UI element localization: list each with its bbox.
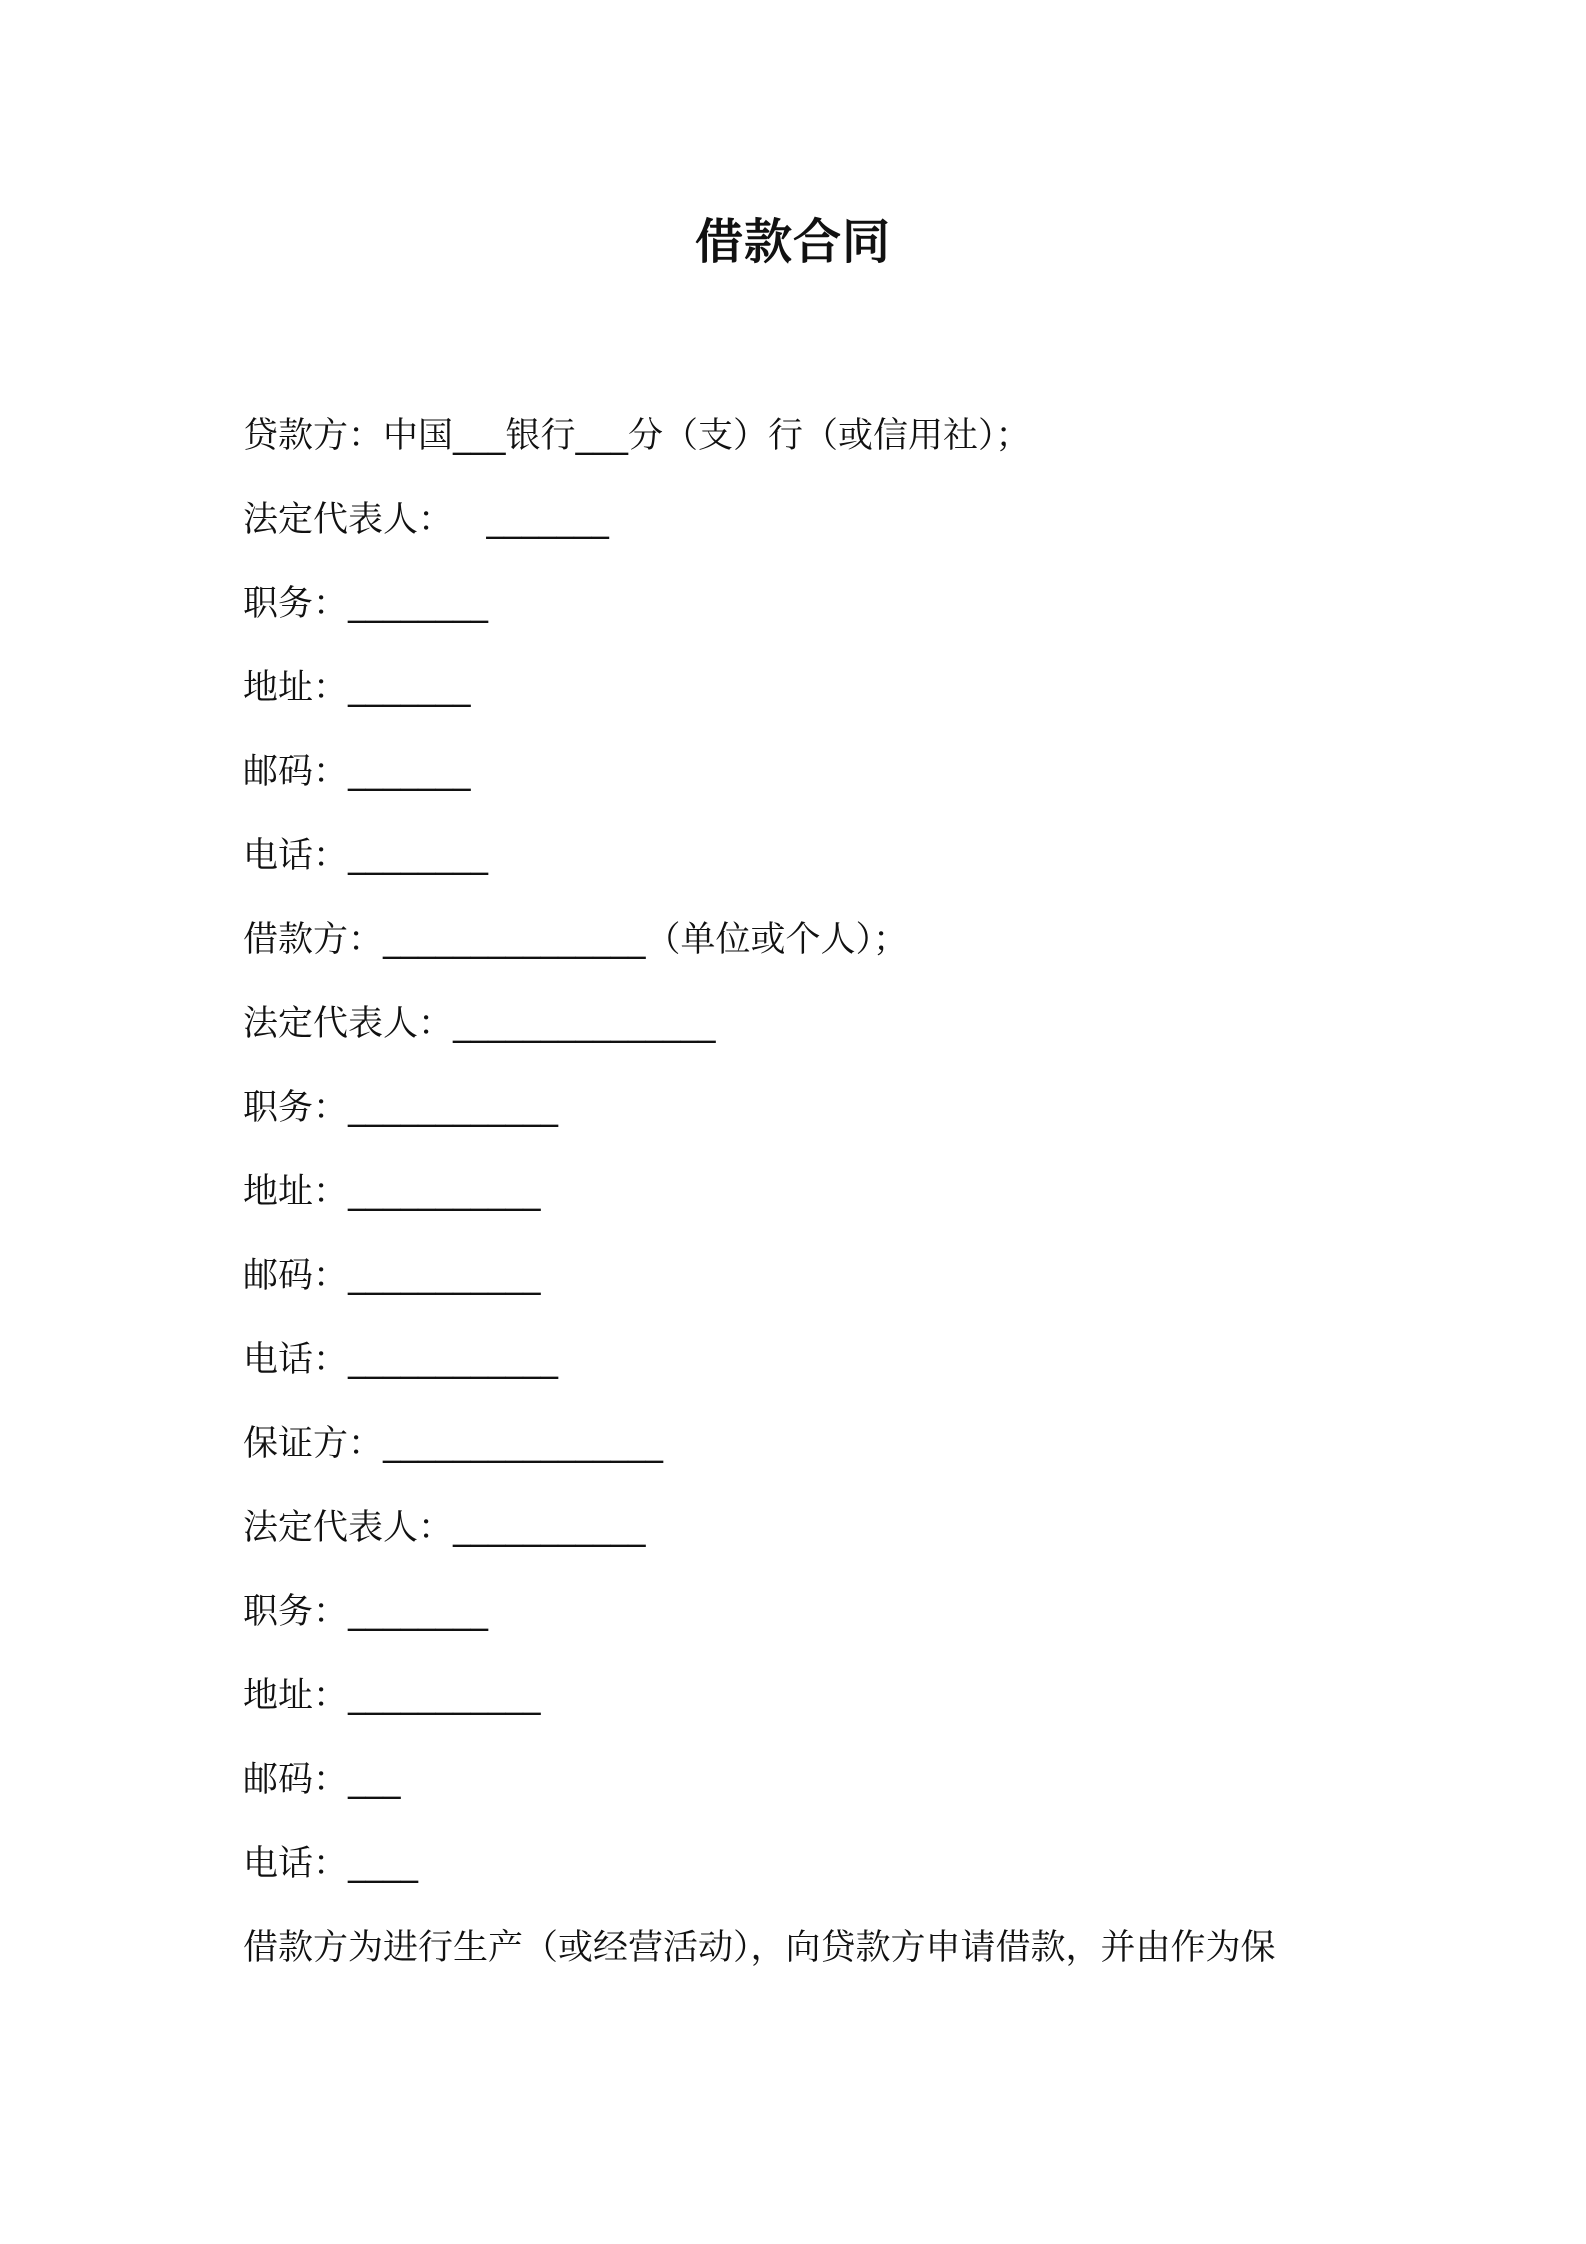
borrower-line: 借款方：_______________（单位或个人）； — [243, 920, 909, 960]
guarantor-position-line: 职务：________ — [243, 1592, 489, 1632]
borrower-legal-rep-line: 法定代表人：_______________ — [243, 1004, 716, 1044]
lender-line: 贷款方：中国___银行___分（支）行（或信用社）； — [243, 416, 1031, 456]
borrower-position-line: 职务：____________ — [243, 1088, 559, 1128]
guarantor-legal-rep-line: 法定代表人：___________ — [243, 1508, 646, 1548]
lender-postcode-line: 邮码：_______ — [243, 752, 471, 792]
guarantor-phone-line: 电话：____ — [243, 1844, 419, 1884]
document-title: 借款合同 — [694, 214, 891, 270]
borrower-phone-line: 电话：____________ — [243, 1340, 559, 1380]
paragraph-line: 借款方为进行生产（或经营活动），向贷款方申请借款，并由作为保 — [243, 1928, 1276, 1968]
borrower-postcode-line: 邮码：___________ — [243, 1256, 541, 1296]
guarantor-address-line: 地址：___________ — [243, 1676, 541, 1716]
lender-address-line: 地址：_______ — [243, 668, 471, 708]
lender-position-line: 职务：________ — [243, 584, 489, 624]
document-body — [243, 406, 1393, 2002]
guarantor-line: 保证方：________________ — [243, 1424, 664, 1464]
lender-phone-line: 电话：________ — [243, 836, 489, 876]
lender-legal-rep-line: 法定代表人： _______ — [243, 500, 609, 540]
borrower-address-line: 地址：___________ — [243, 1172, 541, 1212]
guarantor-postcode-line: 邮码：___ — [243, 1760, 401, 1800]
